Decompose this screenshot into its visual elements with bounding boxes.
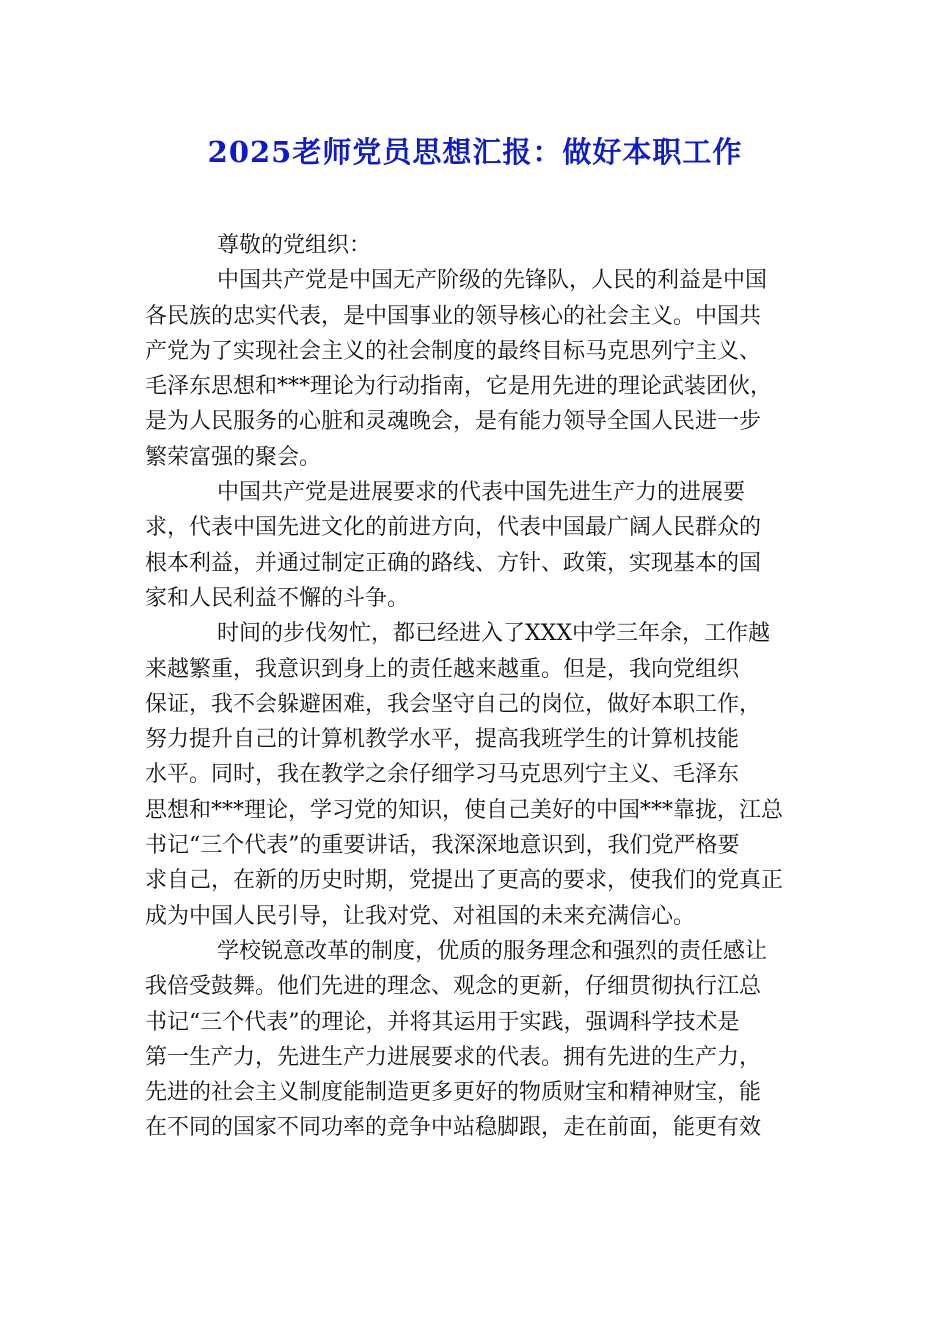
paragraph-line: 先进的社会主义制度能制造更多更好的物质财宝和精神财宝，能 — [145, 1080, 762, 1106]
paragraph-line: 中国共产党是进展要求的代表中国先进生产力的进展要 — [217, 480, 746, 506]
paragraph-line: 来越繁重，我意识到身上的责任越来越重。但是，我向党组织 — [145, 656, 740, 682]
document-body — [145, 228, 805, 1146]
paragraph-line: 根本利益，并通过制定正确的路线、方针、政策，实现基本的国 — [145, 550, 762, 576]
paragraph-line: 努力提升自己的计算机教学水平，提高我班学生的计算机技能 — [145, 727, 740, 753]
paragraph-line: 成为中国人民引导，让我对党、对祖国的未来充满信心。 — [145, 903, 696, 929]
paragraph-line: 求自己，在新的历史时期，党提出了更高的要求，使我们的党真正 — [145, 868, 784, 894]
salutation-line: 尊敬的党组织： — [217, 233, 372, 258]
paragraph-line: 水平。同时，我在教学之余仔细学习马克思列宁主义、毛泽东 — [145, 762, 740, 788]
paragraph-line: 产党为了实现社会主义的社会制度的最终目标马克思列宁主义、 — [145, 338, 762, 364]
paragraph-line: 在不同的国家不同功率的竞争中站稳脚跟，走在前面，能更有效 — [145, 1115, 762, 1141]
paragraph-line: 繁荣富强的聚会。 — [145, 444, 322, 470]
paragraph-line: 毛泽东思想和***理论为行动指南，它是用先进的理论武装团伙， — [145, 374, 773, 400]
paragraph-line: 时间的步伐匆忙，都已经进入了XXX中学三年余，工作越 — [217, 621, 770, 647]
paragraph-line: 第一生产力，先进生产力进展要求的代表。拥有先进的生产力， — [145, 1044, 762, 1070]
paragraph-line: 中国共产党是中国无产阶级的先锋队，人民的利益是中国 — [217, 268, 768, 294]
paragraph-line: 求，代表中国先进文化的前进方向，代表中国最广阔人民群众的 — [145, 515, 762, 541]
paragraph-line: 家和人民利益不懈的斗争。 — [145, 585, 410, 611]
paragraph-line: 思想和***理论，学习党的知识，使自己美好的中国***靠拢，江总 — [145, 797, 784, 823]
paragraph-line: 各民族的忠实代表，是中国事业的领导核心的社会主义。中国共 — [145, 303, 762, 329]
paragraph-line: 书记“三个代表”的重要讲话，我深深地意识到，我们党严格要 — [145, 833, 740, 859]
document-title: 2025老师党员思想汇报：做好本职工作 — [207, 135, 743, 169]
paragraph-line: 学校锐意改革的制度，优质的服务理念和强烈的责任感让 — [217, 938, 768, 964]
paragraph-line: 我倍受鼓舞。他们先进的理念、观念的更新，仔细贯彻执行江总 — [145, 974, 762, 1000]
paragraph-line: 保证，我不会躲避困难，我会坚守自己的岗位，做好本职工作， — [145, 691, 762, 717]
paragraph-line: 是为人民服务的心脏和灵魂晚会，是有能力领导全国人民进一步 — [145, 409, 762, 435]
paragraph-line: 书记“三个代表”的理论，并将其运用于实践，强调科学技术是 — [145, 1009, 740, 1035]
